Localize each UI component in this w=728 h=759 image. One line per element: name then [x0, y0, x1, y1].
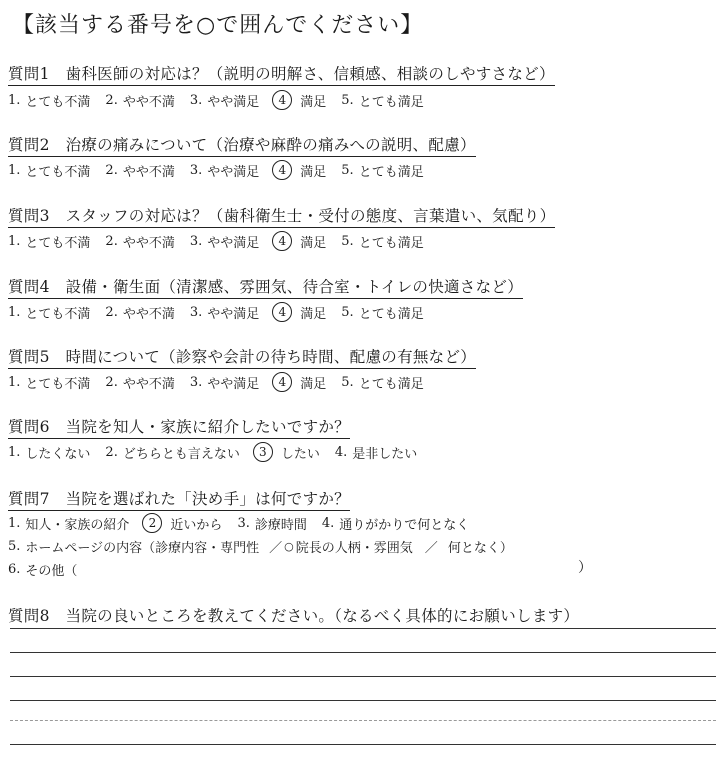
q4-option-2[interactable]: 2. やや不満 — [105, 304, 175, 322]
hand-circle-mark: ○ — [284, 540, 294, 553]
q5-option-5[interactable]: 5. とても満足 — [341, 374, 424, 392]
question-8-label: 質問8 — [8, 607, 50, 625]
selected-circle: 4 — [272, 160, 292, 180]
selected-circle: 4 — [272, 302, 292, 322]
question-1-label: 質問1 — [8, 65, 50, 83]
q6-option-1[interactable]: 1. したくない — [8, 444, 91, 462]
question-7-options-row2 — [8, 537, 513, 556]
question-5-options — [8, 372, 439, 392]
selected-circle: 3 — [253, 442, 273, 462]
q3-option-2[interactable]: 2. やや不満 — [105, 233, 175, 251]
q6-option-3-selected[interactable]: 3 したい — [255, 442, 320, 462]
selected-circle: 4 — [272, 90, 292, 110]
question-2-options — [8, 160, 439, 180]
q5-option-2[interactable]: 2. やや不満 — [105, 374, 175, 392]
question-6 — [8, 415, 350, 439]
question-4 — [8, 275, 523, 299]
q7-option-3[interactable]: 3. 診療時間 — [237, 515, 307, 533]
q2-option-2[interactable]: 2. やや不満 — [105, 162, 175, 180]
q2-option-4-selected[interactable]: 4 満足 — [274, 160, 326, 180]
q3-option-1[interactable]: 1. とても不満 — [8, 233, 91, 251]
question-7-options-row1 — [8, 513, 484, 533]
page-title: 【該当する番号を○で囲んでください】 — [12, 13, 424, 38]
selected-circle: 4 — [272, 372, 292, 392]
question-6-text: 当院を知人・家族に紹介したいですか？ — [65, 418, 350, 436]
other-close-paren: ） — [578, 560, 592, 576]
question-6-label: 質問6 — [8, 418, 50, 436]
q2-option-5[interactable]: 5. とても満足 — [341, 162, 424, 180]
question-4-options — [8, 302, 439, 322]
q7-option-1[interactable]: 1. 知人・家族の紹介 — [8, 515, 130, 533]
q1-option-4-selected[interactable]: 4 満足 — [274, 90, 326, 110]
question-8-text: 当院の良いところを教えてください。（なるべく具体的にお願いします） — [65, 607, 580, 625]
q3-option-3[interactable]: 3. やや満足 — [189, 233, 260, 251]
q3-option-5[interactable]: 5. とても満足 — [341, 233, 424, 251]
answer-line[interactable] — [10, 628, 716, 629]
q4-option-1[interactable]: 1. とても不満 — [8, 304, 91, 322]
answer-line[interactable] — [10, 720, 716, 721]
q1-option-1[interactable]: 1. とても不満 — [8, 92, 91, 110]
question-1-text: 歯科医師の対応は？（説明の明解さ、信頼感、相談のしやすさなど） — [65, 65, 555, 83]
answer-line[interactable] — [10, 700, 716, 701]
question-3 — [8, 204, 555, 228]
q5-option-4-selected[interactable]: 4 満足 — [274, 372, 326, 392]
q5-option-3[interactable]: 3. やや満足 — [189, 374, 260, 392]
q4-option-3[interactable]: 3. やや満足 — [189, 304, 260, 322]
q6-option-4[interactable]: 4. 是非したい — [334, 444, 418, 462]
question-2 — [8, 133, 476, 157]
q4-option-5[interactable]: 5. とても満足 — [341, 304, 424, 322]
question-5-label: 質問5 — [8, 348, 50, 366]
question-4-label: 質問4 — [8, 278, 50, 296]
question-3-options — [8, 231, 439, 251]
q4-option-4-selected[interactable]: 4 満足 — [274, 302, 326, 322]
question-2-text: 治療の痛みについて（治療や麻酔の痛みへの説明、配慮） — [65, 136, 476, 154]
question-7-text: 当院を選ばれた「決め手」は何ですか？ — [65, 490, 350, 508]
question-6-options — [8, 442, 432, 462]
question-4-text: 設備・衛生面（清潔感、雰囲気、待合室・トイレの快適さなど） — [65, 278, 524, 296]
question-5 — [8, 345, 476, 369]
q1-option-3[interactable]: 3. やや満足 — [189, 92, 260, 110]
q2-option-1[interactable]: 1. とても不満 — [8, 162, 91, 180]
q2-option-3[interactable]: 3. やや満足 — [189, 162, 260, 180]
answer-line[interactable] — [10, 652, 716, 653]
question-1-options — [8, 90, 439, 110]
question-7-options-row3 — [8, 560, 92, 579]
question-3-text: スタッフの対応は？（歯科衛生士・受付の態度、言葉遣い、気配り） — [65, 207, 556, 225]
answer-line[interactable] — [10, 676, 716, 677]
q3-option-4-selected[interactable]: 4 満足 — [274, 231, 326, 251]
question-7 — [8, 487, 350, 511]
selected-circle: 2 — [142, 513, 162, 533]
q7-option-2-selected[interactable]: 2 近いから — [144, 513, 222, 533]
question-5-text: 時間について（診察や会計の待ち時間、配慮の有無など） — [65, 348, 477, 366]
question-7-label: 質問7 — [8, 490, 50, 508]
selected-circle: 4 — [272, 231, 292, 251]
q7-option-5[interactable]: 5. ホームページの内容（診療内容・専門性 ／ ○ 院長の人柄・雰囲気 ／ 何となく） — [8, 539, 513, 556]
q5-option-1[interactable]: 1. とても不満 — [8, 374, 91, 392]
question-8 — [8, 604, 579, 627]
question-3-label: 質問3 — [8, 207, 50, 225]
slash-divider: ／ — [269, 541, 283, 556]
q7-option-6[interactable]: 6. その他（ — [8, 562, 78, 579]
q1-option-2[interactable]: 2. やや不満 — [105, 92, 175, 110]
q7-option-4[interactable]: 4. 通りがかりで何となく — [321, 515, 470, 533]
slash-divider: ／ — [424, 541, 438, 556]
answer-line[interactable] — [10, 744, 716, 745]
question-1 — [8, 62, 555, 86]
q1-option-5[interactable]: 5. とても満足 — [341, 92, 424, 110]
q6-option-2[interactable]: 2. どちらとも言えない — [105, 444, 240, 462]
question-2-label: 質問2 — [8, 136, 50, 154]
